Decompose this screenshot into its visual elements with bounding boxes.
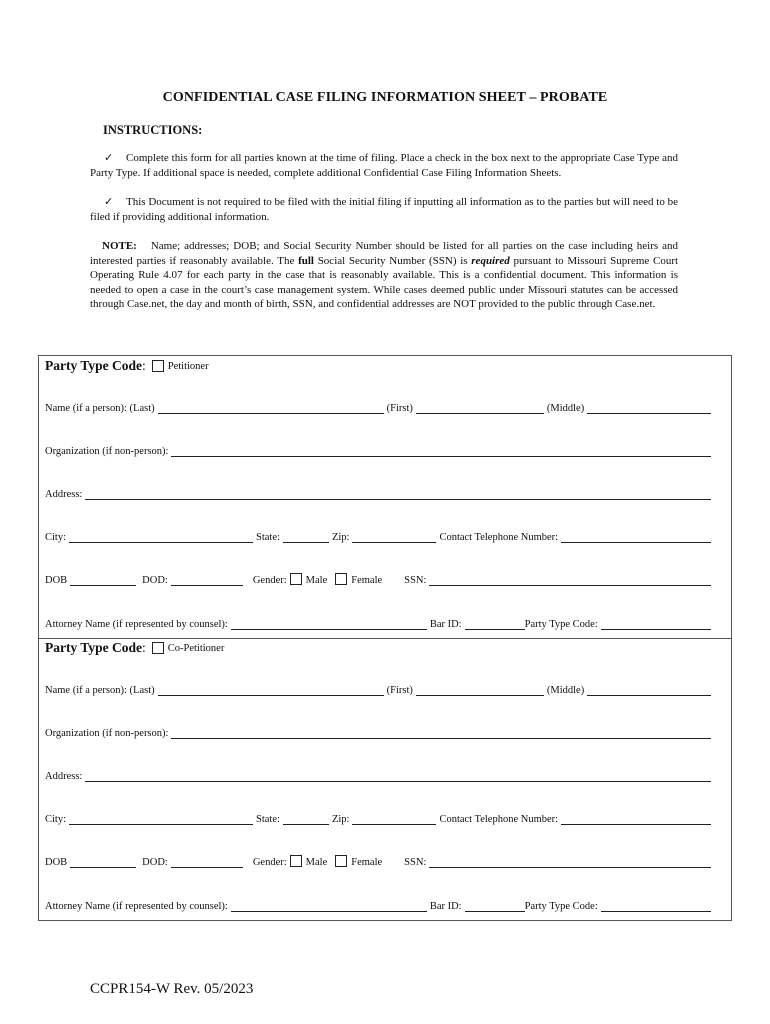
phone-field[interactable] xyxy=(561,530,711,543)
checkmark-icon: ✓ xyxy=(104,152,114,164)
male-checkbox[interactable] xyxy=(290,573,302,585)
party-type-code-field[interactable] xyxy=(601,899,711,912)
dod-field[interactable] xyxy=(171,855,243,868)
last-name-field[interactable] xyxy=(158,401,384,414)
page-title: CONFIDENTIAL CASE FILING INFORMATION SHEET – PROBATE xyxy=(162,90,608,105)
first-name-field[interactable] xyxy=(416,401,544,414)
organization-field[interactable] xyxy=(171,726,711,739)
organization-field[interactable] xyxy=(171,444,711,457)
ssn-field[interactable] xyxy=(429,855,711,868)
petitioner-label: Petitioner xyxy=(167,360,209,372)
party-2-address-row: Address: xyxy=(45,766,714,782)
zip-field[interactable] xyxy=(352,530,436,543)
instruction-text-1: Complete this form for all parties known at the time of filing. Place a check in the box next to the appropriate Case Type and Party Type. If additional space is needed, complete additional Confidential Case Filing Information Sheets. xyxy=(90,152,678,179)
first-name-field[interactable] xyxy=(416,683,544,696)
party-2-attorney-row: Attorney Name (if represented by counsel): Bar ID: Party Type Code: xyxy=(45,896,714,912)
female-checkbox[interactable] xyxy=(335,573,347,585)
instruction-item-1 xyxy=(90,151,678,180)
petitioner-checkbox[interactable] xyxy=(152,360,164,372)
party-2-header: Party Type Code : Co-Petitioner xyxy=(45,640,225,655)
address-field[interactable] xyxy=(85,487,711,500)
zip-field[interactable] xyxy=(352,812,436,825)
middle-name-field[interactable] xyxy=(587,401,711,414)
dob-field[interactable] xyxy=(70,855,136,868)
party-1-name-row: Name (if a person): (Last) (First) (Middle) xyxy=(45,398,714,414)
male-checkbox[interactable] xyxy=(290,855,302,867)
phone-field[interactable] xyxy=(561,812,711,825)
bar-id-field[interactable] xyxy=(465,899,525,912)
party-1-address-row: Address: xyxy=(45,484,714,500)
party-type-code-label: Party Type Code xyxy=(45,358,142,373)
dod-field[interactable] xyxy=(171,573,243,586)
party-2-org-row: Organization (if non-person): xyxy=(45,723,714,739)
co-petitioner-checkbox[interactable] xyxy=(152,642,164,654)
state-field[interactable] xyxy=(283,812,329,825)
state-field[interactable] xyxy=(283,530,329,543)
instruction-item-2 xyxy=(90,195,678,224)
last-name-field[interactable] xyxy=(158,683,384,696)
instructions-heading: INSTRUCTIONS: xyxy=(103,123,203,137)
note-paragraph: NOTE: Name; addresses; DOB; and Social Security Number should be listed for all parties on the case including heirs and interested parties if reasonably available. The full Social Security Number (SSN) is required pursuant to Missouri Supreme Court Operating Rule 4.07 for each party in the case that is reasonably available. This is a confidential document. This information is needed to open a case in the court’s case management system. While cases deemed public under Missouri statutes can be accessed through Case.net, the day and month of birth, SSN, and confidential addresses are NOT provided to the public through Case.net. xyxy=(90,240,679,311)
note-label: NOTE: xyxy=(102,240,137,252)
party-2-city-row: City: State: Zip: Contact Telephone Number: xyxy=(45,809,714,825)
co-petitioner-label: Co-Petitioner xyxy=(167,642,225,654)
instruction-text-2: This Document is not required to be filed with the initial filing if inputting all information as to the parties but will need to be filed if providing additional information. xyxy=(90,196,678,223)
female-checkbox[interactable] xyxy=(335,855,347,867)
middle-name-field[interactable] xyxy=(587,683,711,696)
party-type-code-field[interactable] xyxy=(601,617,711,630)
address-field[interactable] xyxy=(85,769,711,782)
form-footer-code: CCPR154-W Rev. 05/2023 xyxy=(90,981,254,997)
attorney-field[interactable] xyxy=(231,617,427,630)
section-divider xyxy=(38,638,732,639)
party-1-dob-row: DOB DOD: Gender: Male Female SSN: xyxy=(45,570,714,586)
bar-id-field[interactable] xyxy=(465,617,525,630)
party-1-city-row: City: State: Zip: Contact Telephone Number: xyxy=(45,527,714,543)
checkmark-icon: ✓ xyxy=(104,196,114,208)
city-field[interactable] xyxy=(69,812,253,825)
ssn-field[interactable] xyxy=(429,573,711,586)
dob-field[interactable] xyxy=(70,573,136,586)
party-type-code-label: Party Type Code xyxy=(45,640,142,655)
party-1-header: Party Type Code : Petitioner xyxy=(45,358,209,373)
party-2-dob-row: DOB DOD: Gender: Male Female SSN: xyxy=(45,852,714,868)
party-2-name-row: Name (if a person): (Last) (First) (Middle) xyxy=(45,680,714,696)
party-1-org-row: Organization (if non-person): xyxy=(45,441,714,457)
attorney-field[interactable] xyxy=(231,899,427,912)
city-field[interactable] xyxy=(69,530,253,543)
party-1-attorney-row: Attorney Name (if represented by counsel): Bar ID: Party Type Code: xyxy=(45,614,714,630)
